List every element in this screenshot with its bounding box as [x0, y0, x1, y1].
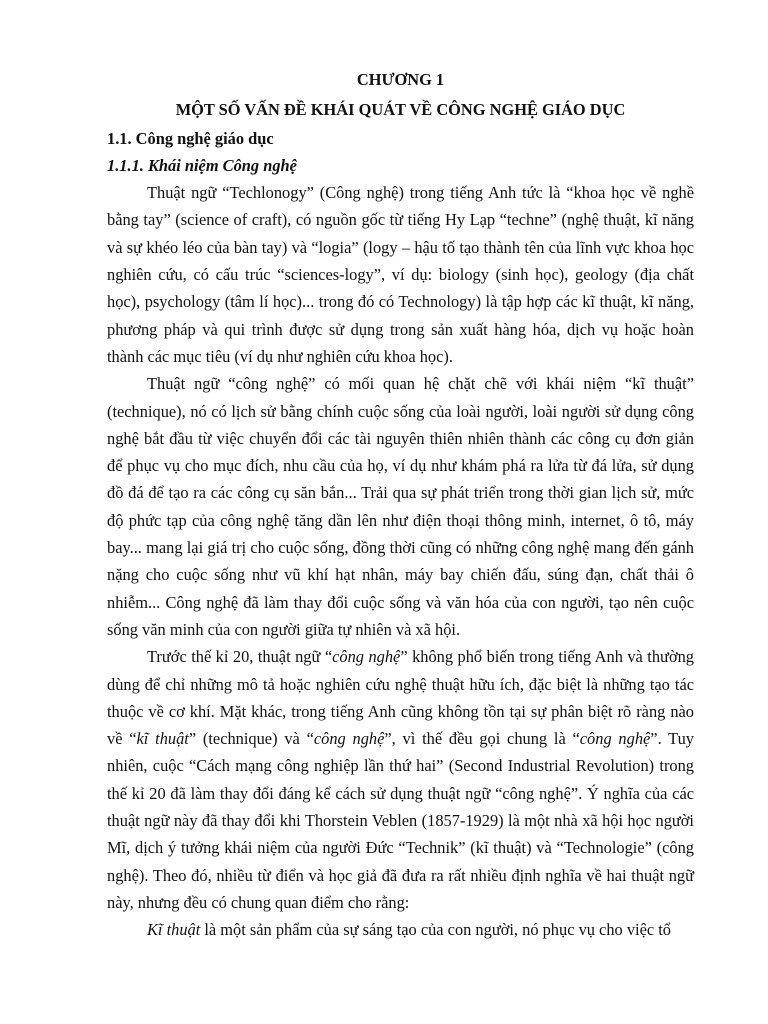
paragraph-3-emphasis-3: công nghệ	[313, 729, 385, 749]
paragraph-3-emphasis-1: công nghệ	[332, 647, 401, 667]
chapter-number: CHƯƠNG 1	[356, 70, 445, 89]
paragraph-4-emphasis-1: Kĩ thuật	[147, 920, 201, 940]
paragraph-3-text-1: Trước thế kỉ 20, thuật ngữ “	[147, 647, 333, 667]
paragraph-3-emphasis-2: kĩ thuật	[136, 729, 189, 749]
section-heading: 1.1. Công nghệ giáo dục	[107, 128, 274, 148]
paragraph-1: Thuật ngữ “Techlonogy” (Công nghệ) trong tiếng Anh tức là “khoa học về nghề bằng tay” (science of craft), có nguồn gốc từ tiếng Hy Lạp “techne” (nghệ thuật, kĩ năng và sự khéo léo của bàn tay) và “logia” (logy – hậu tố tạo thành tên của lĩnh vực khoa học nghiên cứu, có cấu trúc “sciences-logy”, ví dụ: biology (sinh học), geology (địa chất học), psychology (tâm lí học)... trong đó có Technology) là tập hợp các kĩ thuật, kĩ năng, phương pháp và qui trình được sử dụng trong sản xuất hàng hóa, dịch vụ hoặc hoàn thành các mục tiêu (ví dụ như nghiên cứu khoa học).	[107, 183, 694, 366]
paragraph-4-text-1: là một sản phẩm của sự sáng tạo của con người, nó phục vụ cho việc tổ	[200, 920, 671, 940]
paragraph-4	[107, 916, 694, 943]
document-page	[107, 60, 694, 944]
paragraph-3-text-4: ”, vì thế đều gọi chung là “	[384, 729, 580, 749]
subsection-heading: 1.1.1. Khái niệm Công nghệ	[107, 155, 297, 175]
paragraph-3	[107, 643, 694, 916]
paragraph-2: Thuật ngữ “công nghệ” có mối quan hệ chặt chẽ với khái niệm “kĩ thuật” (technique), nó có lịch sử bằng chính cuộc sống của loài người, loài người sử dụng công nghệ bắt đầu từ việc chuyển đổi các tài nguyên thiên nhiên thành các công cụ đơn giản để phục vụ cho mục đích, nhu cầu của họ, ví dụ như khám phá ra lửa từ đá lửa, sử dụng đồ đá để tạo ra các công cụ săn bắn... Trải qua sự phát triển trong thời gian lịch sử, mức độ phức tạp của công nghệ tăng dần lên như điện thoại thông minh, internet, ô tô, máy bay... mang lại giá trị cho cuộc sống, đồng thời cũng có những công nghệ mang đến gánh nặng cho cuộc sống như vũ khí hạt nhân, máy bay chiến đấu, súng đạn, chất thải ô nhiễm... Công nghệ đã làm thay đổi cuộc sống và văn hóa của con người, tạo nên cuộc sống văn minh của con người giữa tự nhiên và xã hội.	[107, 374, 694, 639]
chapter-title: MỘT SỐ VẤN ĐỀ KHÁI QUÁT VỀ CÔNG NGHỆ GIÁO DỤC	[175, 100, 626, 120]
paragraph-3-text-3: ” (technique) và “	[188, 729, 314, 749]
paragraph-3-text-2: ” không phổ biến trong tiếng Anh và thường dùng để chỉ những mô tả hoặc nghiên cứu nghệ thuật hữu ích, đặc biệt là những tạo tác thuộc về cơ khí. Mặt khác, trong tiếng Anh cũng không tồn tại sự phân biệt rõ ràng nào về “	[107, 647, 694, 749]
paragraph-3-emphasis-4: công nghệ	[579, 729, 651, 749]
paragraph-3-text-5: ”. Tuy nhiên, cuộc “Cách mạng công nghiệp lần thứ hai” (Second Industrial Revolution) trong thế kỉ 20 đã làm thay đổi đáng kể cách sử dụng thuật ngữ “công nghệ”. Ý nghĩa của các thuật ngữ này đã thay đổi khi Thorstein Veblen (1857-1929) là một nhà xã hội học người Mĩ, dịch ý tưởng khái niệm của người Đức “Technik” (kĩ thuật) và “Technologie” (công nghệ). Theo đó, nhiều từ điển và học giả đã đưa ra rất nhiều định nghĩa về hai thuật ngữ này, nhưng đều có chung quan điểm cho rằng:	[107, 729, 694, 912]
